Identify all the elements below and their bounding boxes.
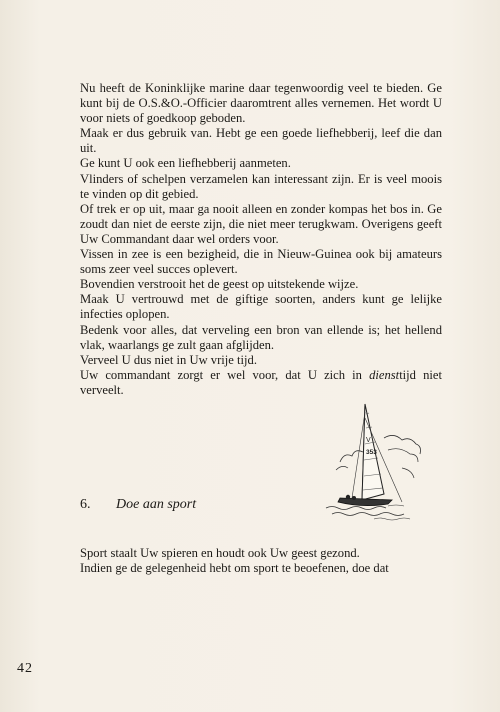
paragraph: Verveel U dus niet in Uw vrije tijd. — [80, 352, 257, 367]
paragraph: Ge kunt U ook een liefhebberij aanmeten. — [80, 156, 291, 171]
paragraph: Maak er dus gebruik van. Hebt ge een goede liefhebberij, leef die dan uit. — [80, 126, 442, 156]
section-number: 6. — [80, 497, 91, 512]
paragraph: Maak U vertrouwd met de giftige soorten, anders kunt ge lelijke infecties oplopen. — [80, 292, 442, 322]
paragraph: Nu heeft de Koninklijke marine daar tegenwoordig veel te bieden. Ge kunt bij de O.S.&O.-Officier daaromtrent alles vernemen. Het wordt U voor niets of goedkoop geboden. — [80, 81, 442, 126]
paragraph: Vissen in zee is een bezigheid, die in Nieuw-Guinea ook bij amateurs soms zeer veel succes oplevert. — [80, 247, 442, 277]
emphasis-text: dienst — [369, 367, 400, 382]
page-number: 42 — [17, 661, 33, 676]
sail-letter: V — [366, 437, 371, 444]
sailboat-icon — [318, 398, 430, 522]
sail-number: 353 — [366, 449, 377, 456]
paragraph: Bedenk voor alles, dat verveling een bron van ellende is; het hellend vlak, waarlangs ge zult gaan afglijden. — [80, 322, 442, 352]
paragraph: Sport staalt Uw spieren en houdt ook Uw geest gezond. — [80, 546, 360, 560]
paragraph-last — [80, 368, 442, 398]
paragraph-text: tijd niet verveelt. — [80, 367, 442, 397]
paragraph: Indien ge de gelegenheid hebt om sport te beoefenen, doe dat — [80, 561, 389, 576]
paragraph-text: Uw commandant zorgt er wel voor, dat U zich in — [80, 367, 370, 382]
body-text — [80, 81, 442, 398]
paragraph: Vlinders of schelpen verzamelen kan interessant zijn. Er is veel moois te vinden op dit gebied. — [80, 171, 442, 201]
section-title: Doe aan sport — [116, 497, 197, 512]
section-heading — [80, 497, 196, 513]
paragraph: Of trek er op uit, maar ga nooit alleen en zonder kompas het bos in. Ge zoudt dan niet de eerste zijn, die niet meer terugkwam. Overigens geeft Uw Commandant daar wel orders voor. — [80, 201, 442, 246]
paragraph: Bovendien verstrooit het de geest op uitstekende wijze. — [80, 277, 359, 292]
section-body-text — [80, 546, 442, 576]
